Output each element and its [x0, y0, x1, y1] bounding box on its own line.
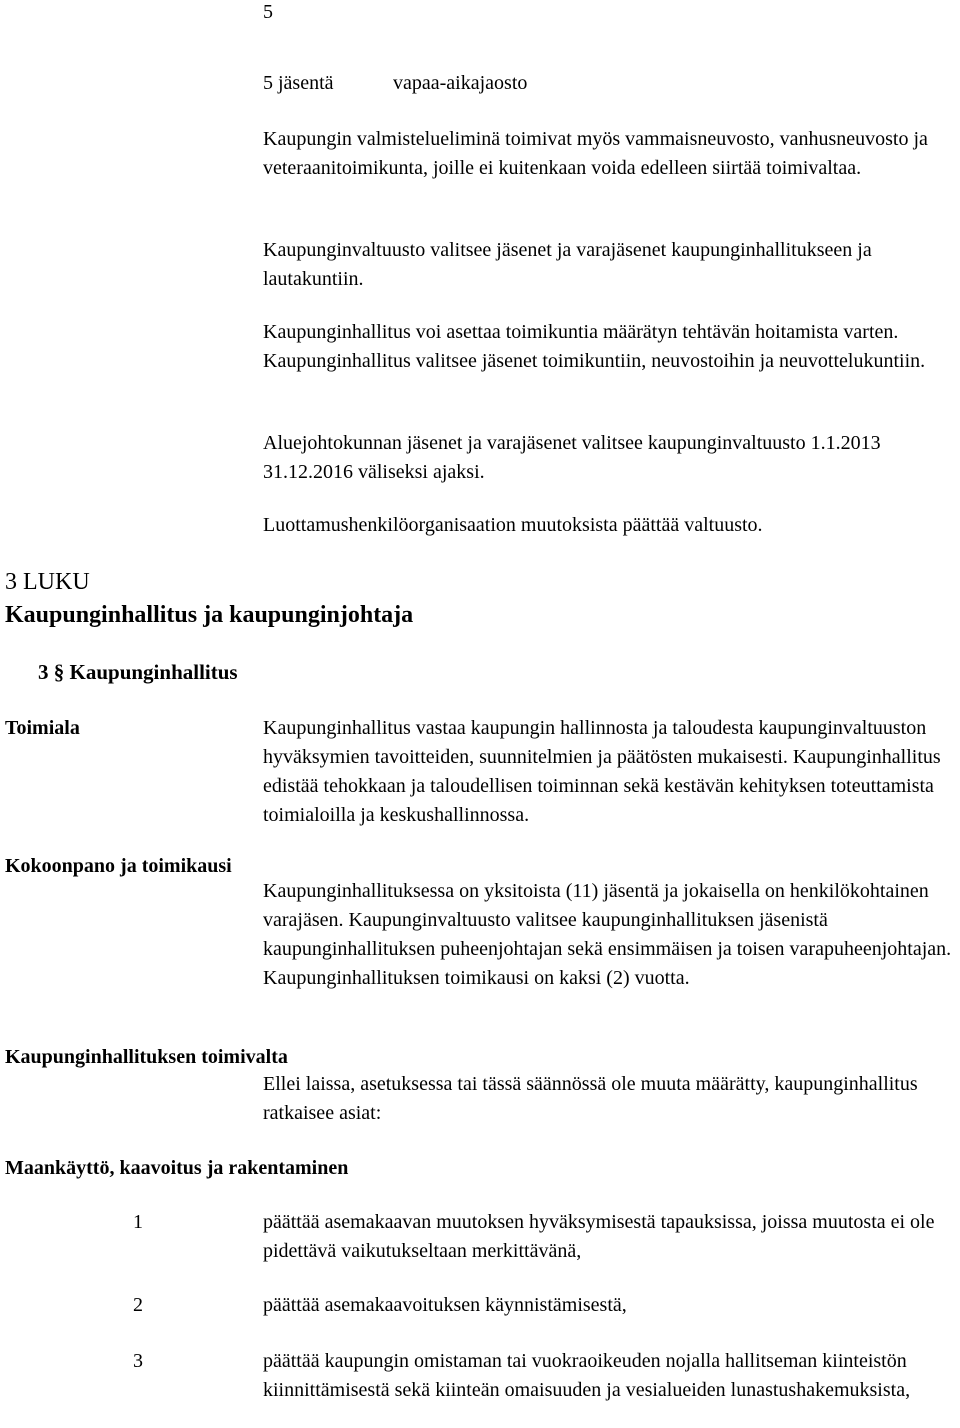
paragraph-toimiala: Kaupunginhallitus vastaa kaupungin hallinnosta ja taloudesta kaupunginvaltuuston hyväksymien tavoitteiden, suunnitelmien ja päätösten mukaisesti. Kaupunginhallitus edistää tehokkaan ja taloudellisen toiminnan sekä kestävän kehityksen toteuttamista toimialoilla ja keskushallinnossa. [263, 717, 941, 826]
members-row [263, 69, 528, 98]
label-kokoonpano: Kokoonpano ja toimikausi [5, 855, 232, 877]
paragraph-aluejohtokunta: Aluejohtokunnan jäsenet ja varajäsenet valitsee kaupunginvaltuusto 1.1.2013 31.12.2016 väliseksi ajaksi. [263, 432, 881, 483]
member-count: 5 jäsentä [263, 72, 334, 94]
paragraph-toimikunnat: Kaupunginhallitus voi asettaa toimikuntia määrätyn tehtävän hoitamista varten. Kaupunginhallitus valitsee jäsenet toimikuntiin, neuvostoihin ja neuvottelukuntiin. [263, 321, 926, 372]
list-item-number: 3 [133, 1350, 143, 1372]
list-item-text: päättää asemakaavoituksen käynnistämisestä, [263, 1294, 627, 1316]
chapter-number: 3 LUKU [5, 569, 90, 595]
chapter-title: Kaupunginhallitus ja kaupunginjohtaja [5, 602, 414, 628]
list-item-number: 1 [133, 1211, 143, 1233]
paragraph-luottamushenkilo: Luottamushenkilöorganisaation muutoksista päättää valtuusto. [263, 514, 763, 536]
paragraph-toimivalta: Ellei laissa, asetuksessa tai tässä säännössä ole muuta määrätty, kaupunginhallitus ratkaisee asiat: [263, 1073, 918, 1124]
label-maankaytto: Maankäyttö, kaavoitus ja rakentaminen [5, 1157, 349, 1179]
label-toimiala: Toimiala [5, 717, 80, 739]
list-item-text: päättää asemakaavan muutoksen hyväksymisestä tapauksissa, joissa muutosta ei ole pidettävä vaikutukseltaan merkittävänä, [263, 1211, 935, 1262]
paragraph-kokoonpano: Kaupunginhallituksessa on yksitoista (11) jäsentä ja jokaisella on henkilökohtainen varajäsen. Kaupunginvaltuusto valitsee kaupunginhallituksen jäsenistä kaupunginhallituksen puheenjohtajan sekä ensimmäisen ja toisen varapuheenjohtajan. Kaupunginhallituksen toimikausi on kaksi (2) vuotta. [263, 880, 952, 989]
list-item-number: 2 [133, 1294, 143, 1316]
page-number: 5 [263, 1, 273, 23]
committee-name: vapaa-aikajaosto [393, 72, 528, 94]
list-item-text: päättää kaupungin omistaman tai vuokraoikeuden nojalla hallitseman kiinteistön kiinnittämisestä sekä kiinteän omaisuuden ja vesialueiden lunastushakemuksista, [263, 1350, 911, 1401]
paragraph-valtuusto-valitsee: Kaupunginvaltuusto valitsee jäsenet ja varajäsenet kaupunginhallitukseen ja lautakuntiin. [263, 239, 872, 290]
label-toimivalta: Kaupunginhallituksen toimivalta [5, 1046, 288, 1068]
section-heading: 3 § Kaupunginhallitus [38, 660, 238, 684]
paragraph-valmisteluelimet: Kaupungin valmistelueliminä toimivat myös vammaisneuvosto, vanhusneuvosto ja veteraanitoimikunta, joille ei kuitenkaan voida edelleen siirtää toimivaltaa. [263, 128, 928, 179]
